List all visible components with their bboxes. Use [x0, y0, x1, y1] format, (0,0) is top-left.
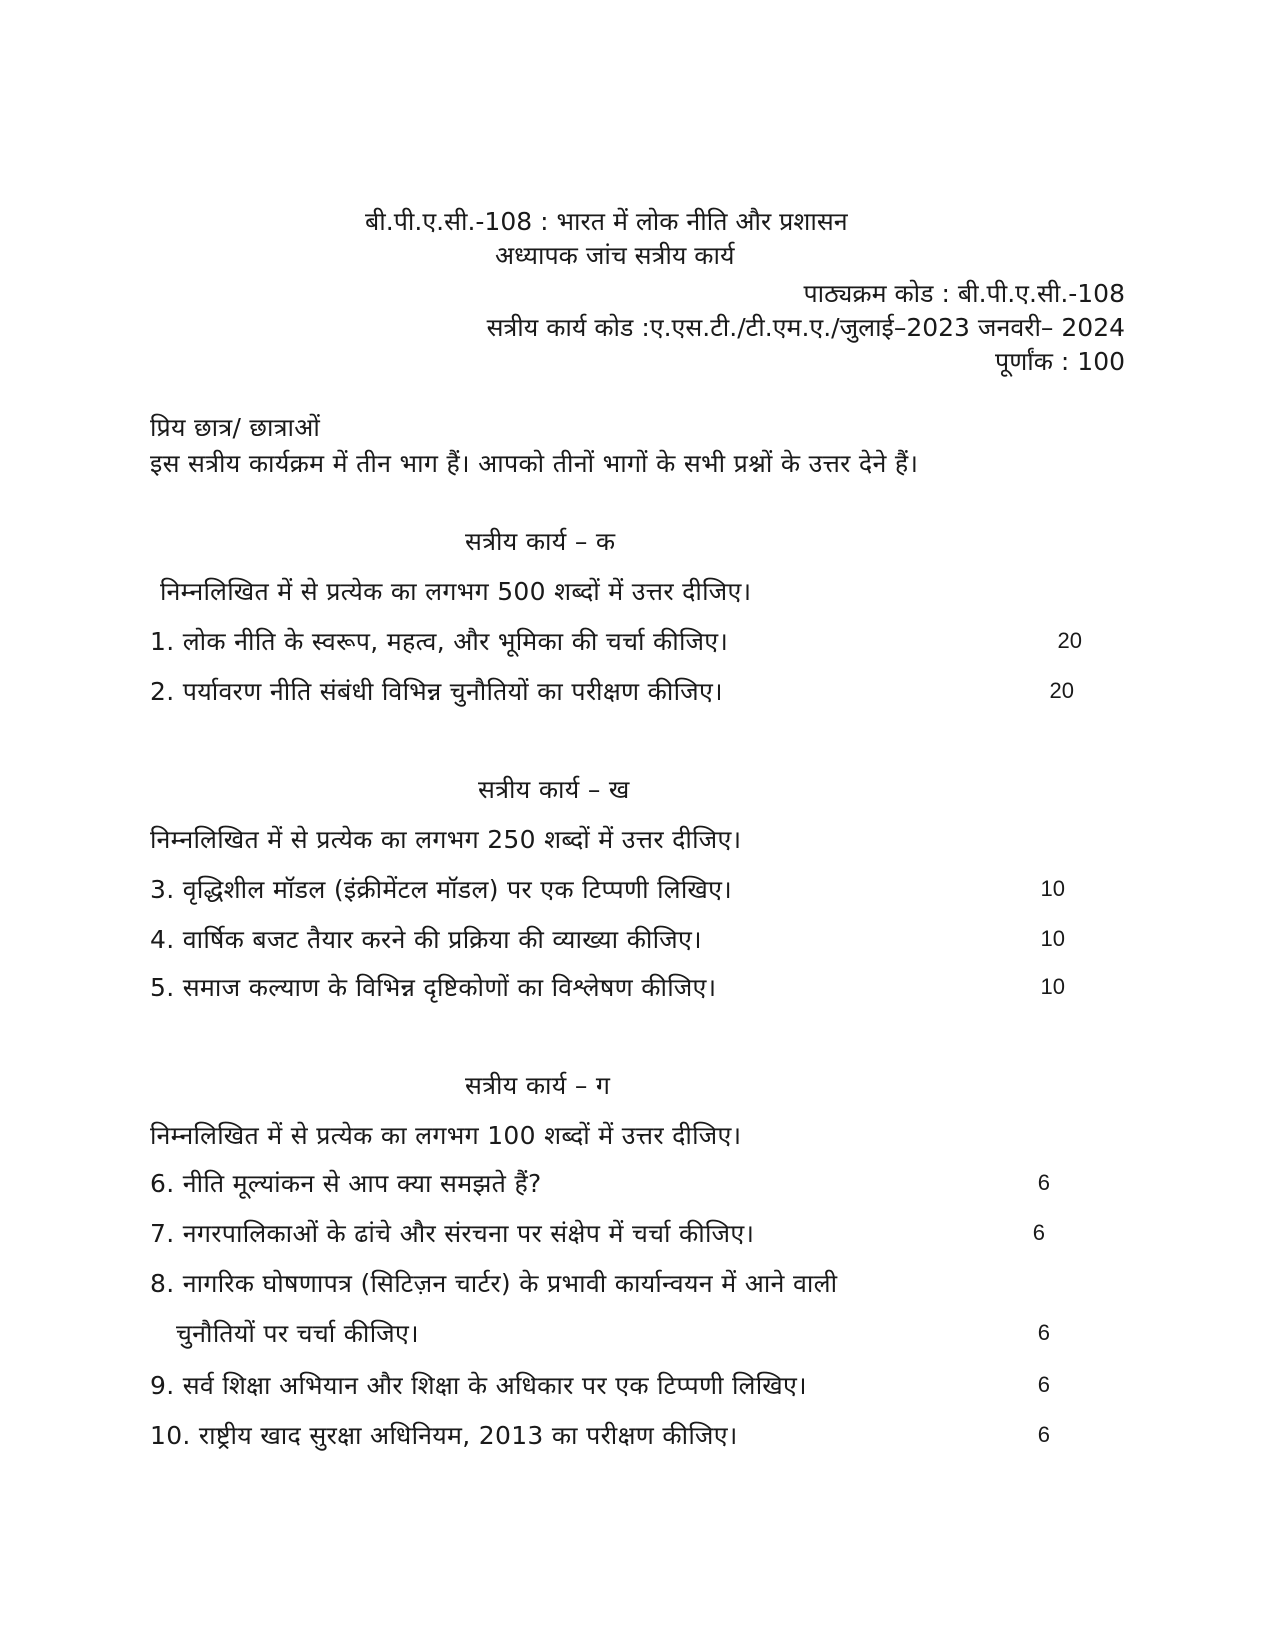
question-7-marks: 6 [1032, 1220, 1045, 1245]
section-heading-c: सत्रीय कार्य – ग [465, 1071, 611, 1100]
question-4: 4. वार्षिक बजट तैयार करने की प्रक्रिया की व्याख्या कीजिए। [150, 925, 702, 954]
question-2-marks: 20 [1049, 678, 1074, 703]
question-1-marks: 20 [1057, 628, 1082, 653]
question-10: 10. राष्ट्रीय खाद सुरक्षा अधिनियम, 2013 का परीक्षण कीजिए। [150, 1421, 738, 1450]
section-instruction-c: निम्नलिखित में से प्रत्येक का लगभग 100 शब्दों में उत्तर दीजिए। [150, 1121, 742, 1150]
course-code: पाठ्यक्रम कोड : बी.पी.ए.सी.-108 [803, 279, 1125, 308]
section-heading-a: सत्रीय कार्य – क [465, 527, 616, 556]
question-9: 9. सर्व शिक्षा अभियान और शिक्षा के अधिकार पर एक टिप्पणी लिखिए। [150, 1371, 807, 1400]
question-4-marks: 10 [1040, 926, 1065, 951]
question-2: 2. पर्यावरण नीति संबंधी विभिन्न चुनौतियों का परीक्षण कीजिए। [150, 677, 723, 706]
question-8: 8. नागरिक घोषणापत्र (सिटिज़न चार्टर) के प्रभावी कार्यान्वयन में आने वाली [150, 1269, 838, 1298]
question-7: 7. नगरपालिकाओं के ढांचे और संरचना पर संक्षेप में चर्चा कीजिए। [150, 1219, 755, 1248]
question-10-marks: 6 [1037, 1422, 1050, 1447]
section-instruction-b: निम्नलिखित में से प्रत्येक का लगभग 250 शब्दों में उत्तर दीजिए। [150, 825, 742, 854]
question-5-marks: 10 [1040, 974, 1065, 999]
instruction-overview: इस सत्रीय कार्यक्रम में तीन भाग हैं। आपको तीनों भागों के सभी प्रश्नों के उत्तर देने हैं। [150, 449, 919, 478]
question-5: 5. समाज कल्याण के विभिन्न दृष्टिकोणों का विश्लेषण कीजिए। [150, 973, 717, 1002]
question-3-marks: 10 [1040, 876, 1065, 901]
question-8-marks: 6 [1037, 1320, 1050, 1345]
greeting: प्रिय छात्र/ छात्राओं [150, 413, 321, 442]
section-heading-b: सत्रीय कार्य – ख [478, 775, 630, 804]
question-6-marks: 6 [1037, 1170, 1050, 1195]
course-title: बी.पी.ए.सी.-108 : भारत में लोक नीति और प्रशासन [365, 207, 848, 236]
question-9-marks: 6 [1037, 1372, 1050, 1397]
question-3: 3. वृद्धिशील मॉडल (इंक्रीमेंटल मॉडल) पर एक टिप्पणी लिखिए। [150, 875, 732, 904]
assignment-code: सत्रीय कार्य कोड :ए.एस.टी./टी.एम.ए./जुलाई–2023 जनवरी– 2024 [486, 313, 1125, 342]
question-6: 6. नीति मूल्यांकन से आप क्या समझते हैं? [150, 1169, 542, 1198]
question-1: 1. लोक नीति के स्वरूप, महत्व, और भूमिका की चर्चा कीजिए। [150, 627, 729, 656]
question-8-continuation: चुनौतियों पर चर्चा कीजिए। [176, 1319, 419, 1348]
section-instruction-a: निम्नलिखित में से प्रत्येक का लगभग 500 शब्दों में उत्तर दीजिए। [160, 577, 752, 606]
assignment-type: अध्यापक जांच सत्रीय कार्य [495, 241, 735, 270]
max-marks: पूर्णांक : 100 [995, 347, 1125, 376]
